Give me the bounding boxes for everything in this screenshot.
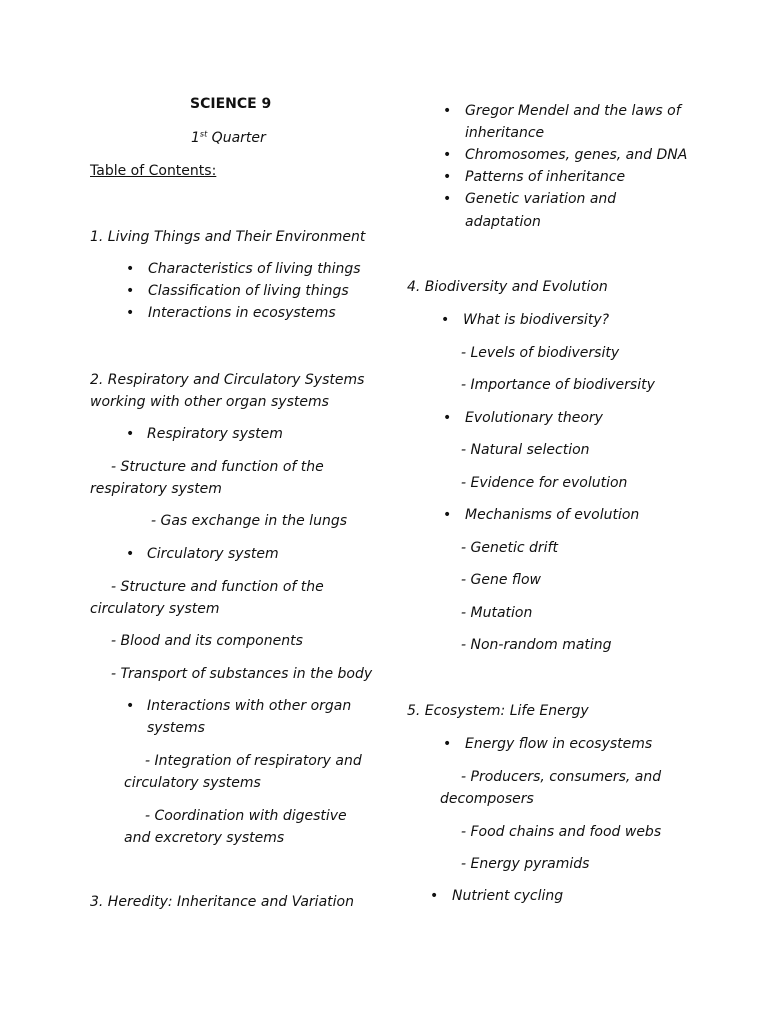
bullet-icon: • [443, 191, 452, 207]
bullet-icon: • [126, 283, 135, 299]
sub-item: - Non-random mating [461, 637, 612, 653]
list-item: Characteristics of living things [148, 261, 361, 277]
list-item: Interactions in ecosystems [148, 305, 336, 321]
sub-item: decomposers [440, 791, 534, 807]
sub-item: - Structure and function of the [111, 579, 324, 595]
sub-item: - Importance of biodiversity [461, 377, 655, 393]
sub-item: circulatory systems [124, 775, 261, 791]
list-item: Classification of living things [148, 283, 349, 299]
section-2-heading-line1: 2. Respiratory and Circulatory Systems [90, 372, 365, 388]
list-item: inheritance [465, 125, 545, 141]
section-3-heading: 3. Heredity: Inheritance and Variation [90, 894, 354, 910]
sub-item: - Structure and function of the [111, 459, 324, 475]
list-item: Mechanisms of evolution [465, 507, 640, 523]
sub-item: - Genetic drift [461, 540, 558, 556]
sub-item: - Blood and its components [111, 633, 303, 649]
bullet-icon: • [430, 888, 439, 904]
section-1-heading: 1. Living Things and Their Environment [90, 229, 366, 245]
sub-item: - Mutation [461, 605, 533, 621]
list-item: Chromosomes, genes, and DNA [465, 147, 688, 163]
section-5-heading: 5. Ecosystem: Life Energy [407, 703, 589, 719]
list-item: Gregor Mendel and the laws of [465, 103, 681, 119]
bullet-icon: • [443, 736, 452, 752]
sub-item: - Gene flow [461, 572, 541, 588]
bullet-icon: • [126, 261, 135, 277]
sub-item: - Food chains and food webs [461, 824, 662, 840]
list-item: systems [147, 720, 205, 736]
list-item: What is biodiversity? [463, 312, 610, 328]
sub-item: circulatory system [90, 601, 220, 617]
bullet-icon: • [441, 312, 450, 328]
list-item: Circulatory system [147, 546, 279, 562]
list-item: Energy flow in ecosystems [465, 736, 653, 752]
bullet-icon: • [126, 305, 135, 321]
list-item: Evolutionary theory [465, 410, 603, 426]
sub-item: - Producers, consumers, and [461, 769, 662, 785]
sub-item: respiratory system [90, 481, 222, 497]
page-title: SCIENCE 9 [190, 96, 272, 112]
toc-heading: Table of Contents: [90, 163, 217, 179]
sub-item: - Coordination with digestive [145, 808, 347, 824]
sub-item: - Integration of respiratory and [145, 753, 362, 769]
bullet-icon: • [443, 410, 452, 426]
section-4-heading: 4. Biodiversity and Evolution [407, 279, 608, 295]
sub-item: - Levels of biodiversity [461, 345, 620, 361]
bullet-icon: • [443, 103, 452, 119]
sub-item: - Gas exchange in the lungs [151, 513, 347, 529]
list-item: Respiratory system [147, 426, 283, 442]
list-item: Patterns of inheritance [465, 169, 626, 185]
bullet-icon: • [443, 169, 452, 185]
bullet-icon: • [443, 147, 452, 163]
section-2-heading-line2: working with other organ systems [90, 394, 329, 410]
sub-item: - Evidence for evolution [461, 475, 628, 491]
list-item: Interactions with other organ [147, 698, 352, 714]
sub-item: - Natural selection [461, 442, 590, 458]
bullet-icon: • [126, 426, 135, 442]
list-item: Genetic variation and [465, 191, 617, 207]
bullet-icon: • [126, 698, 135, 714]
bullet-icon: • [126, 546, 135, 562]
quarter-label: 1st Quarter [191, 129, 266, 146]
sub-item: - Energy pyramids [461, 856, 590, 872]
bullet-icon: • [443, 507, 452, 523]
list-item: adaptation [465, 214, 541, 230]
list-item: Nutrient cycling [452, 888, 564, 904]
sub-item: and excretory systems [124, 830, 285, 846]
sub-item: - Transport of substances in the body [111, 666, 373, 682]
